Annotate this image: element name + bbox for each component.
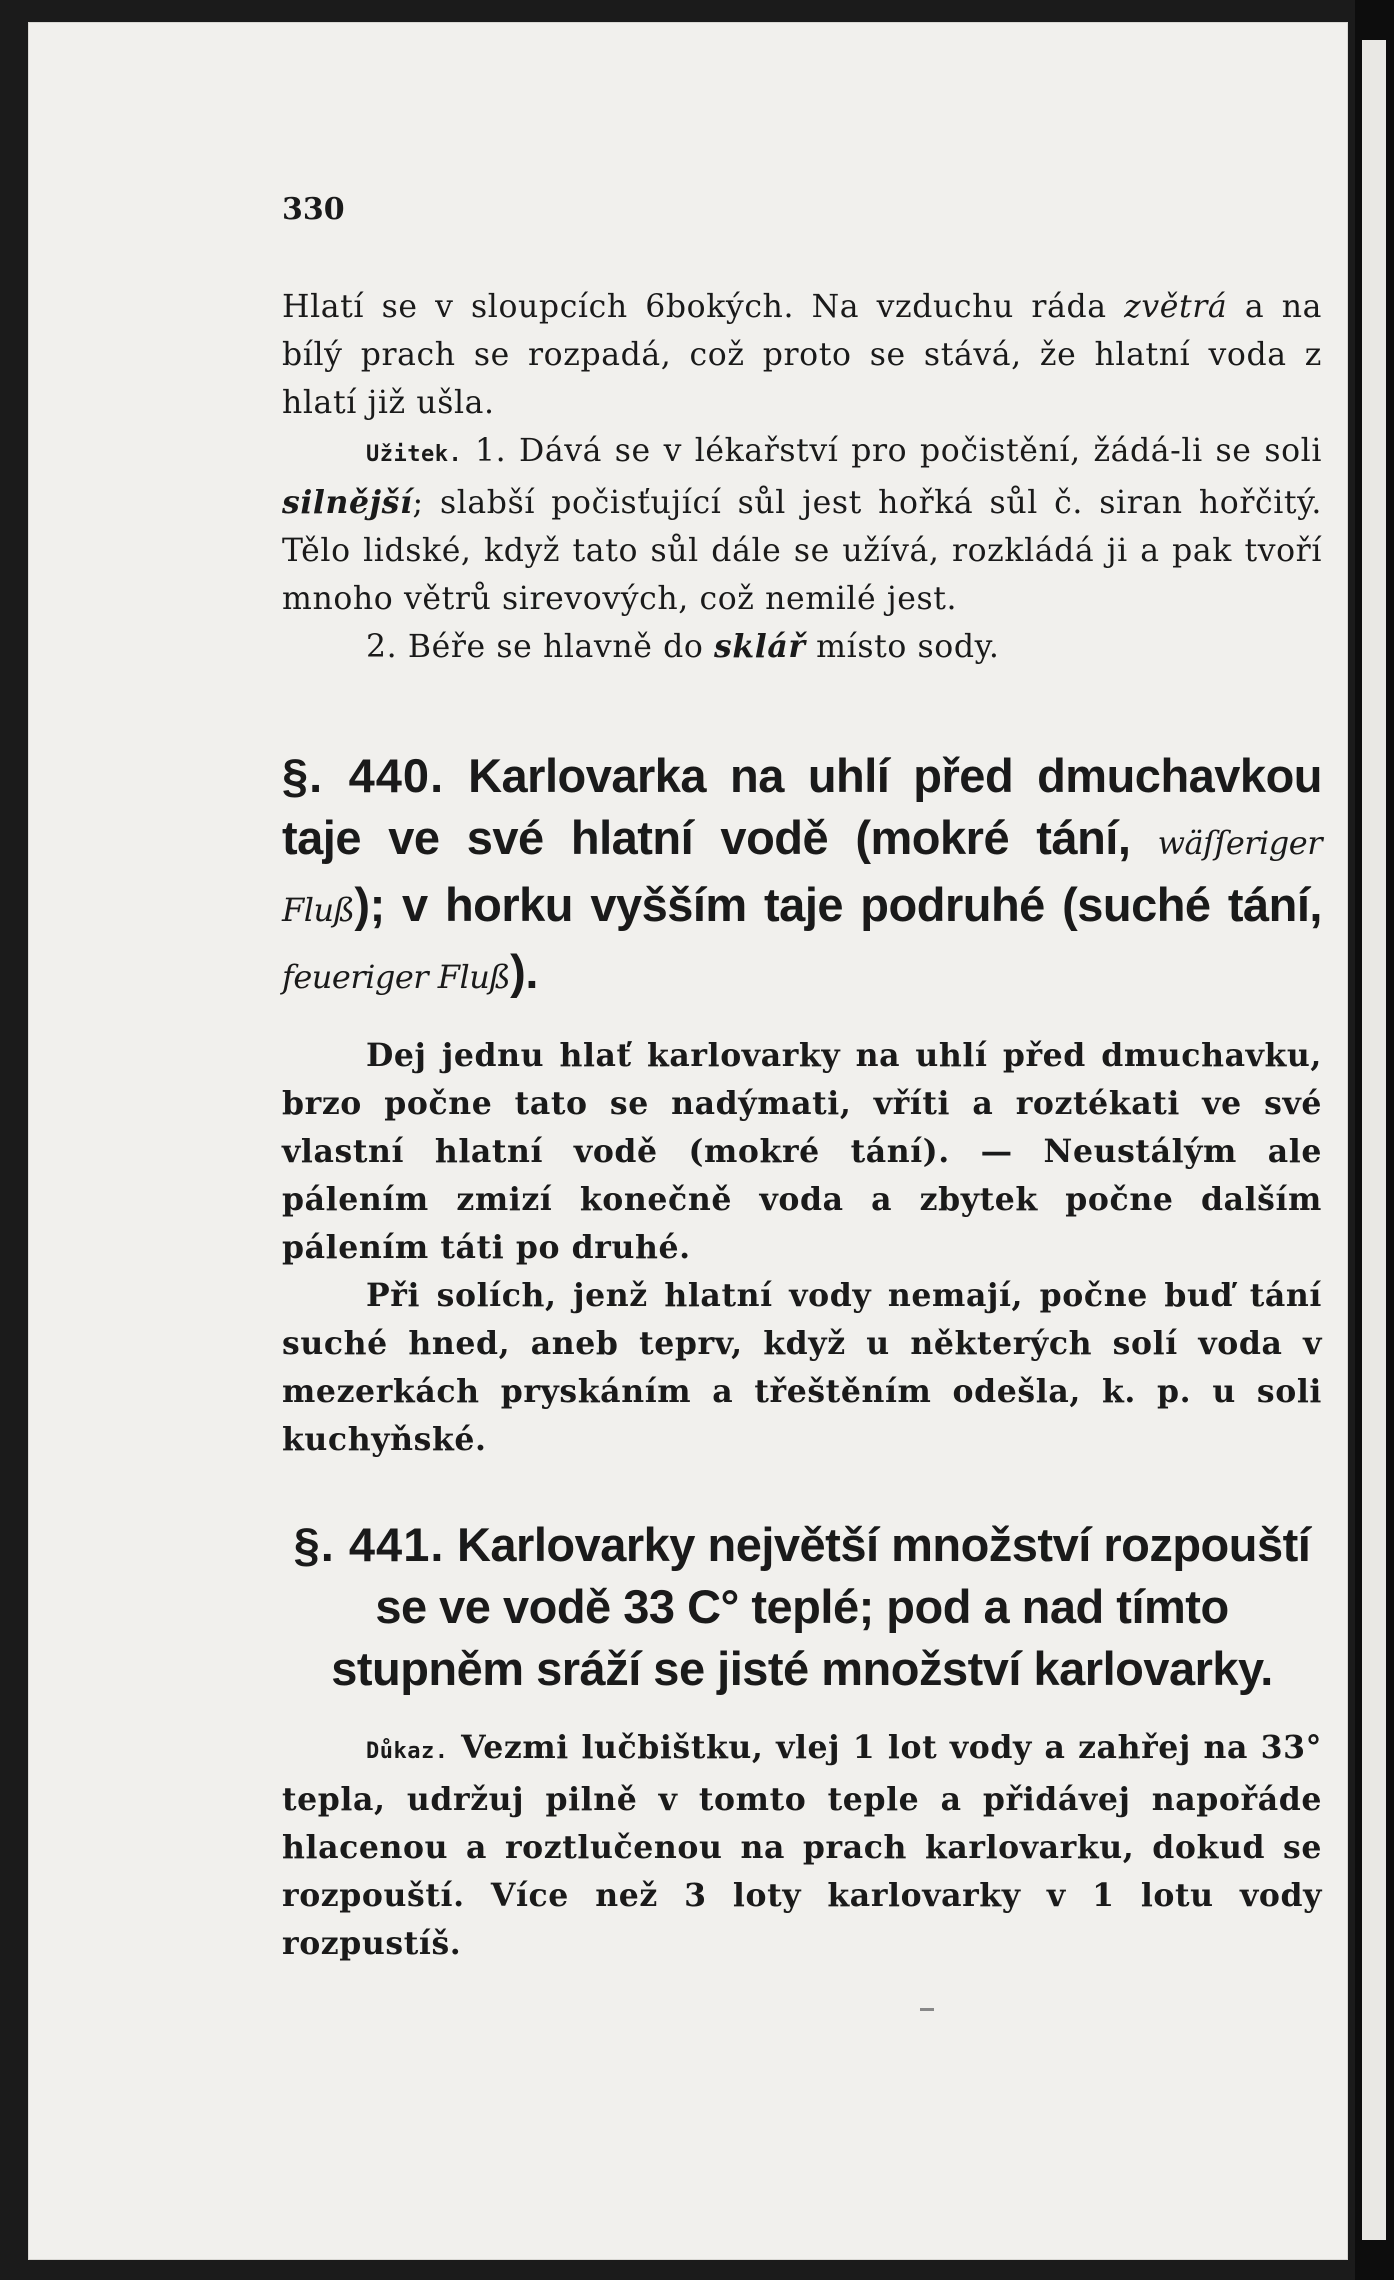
text-run: ; slabší počisťující sůl jest hořká sůl č. siran hořčitý. Tělo lidské, když tato sůl dále se užívá, rozkládá ji a pak tvoří mnoho větrů sirevových, což nemilé jest. [282,485,1322,617]
italic-run: zvětrá [1124,289,1228,325]
paragraph-hlati [282,283,1322,427]
heading-run: Karlovarka na uhlí před dmuchavkou taje ve své hlatní vodě (mokré tání, [282,749,1322,864]
text-run: místo sody. [805,629,1000,665]
text-run: Vezmi lučbištku, vlej 1 lot vody a zahřej na 33° tepla, udržuj pilně v tomto teple a přidávej napořáde hlacenou a roztlučenou na prach karlovarku, dokud se rozpouští. Více než 3 loty karlovarky v 1 lotu vody rozpustíš. [282,1729,1322,1962]
section-number: §. 441. [293,1518,445,1571]
paragraph-dukaz [282,1724,1322,1968]
german-term: feueriger Fluß [282,958,511,996]
section-441-heading [282,1514,1322,1700]
uzitek-label: Užitek. [366,442,463,467]
paragraph-uzitek [282,427,1322,623]
heading-run: ); v horku vyšším taje podruhé (suché tání, [354,878,1322,931]
text-run: 1. Dává se v lékařství pro počistění, žádá-li se soli [462,433,1322,469]
adjacent-page-sliver [1362,40,1386,2240]
page-number: 330 [282,192,345,227]
heading-run: ). [510,945,538,998]
paragraph-440-a: Dej jednu hlať karlovarky na uhlí před dmuchavku, brzo počne tato se nadýmati, vříti a roztékati ve své vlastní hlatní vodě (mokré tání). — Neustálým ale pálením zmizí konečně voda a zbytek počne dalším pálením táti po druhé. [282,1037,1322,1266]
german-term: wäſſeriger Fluß [282,824,1322,929]
text-run: Hlatí se v sloupcích 6bokých. Na vzduchu ráda [282,289,1125,325]
heading-run: Karlovarky největší množství rozpouští se ve vodě 33 C° teplé; pod a nad tímto stupněm sráží se jisté množství karlovarky. [331,1518,1311,1695]
italic-run: sklář [714,628,806,665]
ink-speck [920,2008,934,2011]
dukaz-label: Důkaz. [366,1739,449,1764]
section-440-heading [282,745,1322,1008]
section-number: §. 440. [282,749,445,802]
italic-run: silnější [282,484,413,521]
book-page [28,22,1348,2260]
paragraph-440-b: Při solích, jenž hlatní vody nemají, počne buď tání suché hned, aneb teprv, když u některých solí voda v mezerkách pryskáním a třeštěním odešla, k. p. u soli kuchyňské. [282,1277,1322,1458]
text-run: 2. Béře se hlavně do [366,629,715,665]
text-run: a na bílý prach se rozpadá, což proto se stává, že hlatní voda z hlatí již ušla. [282,289,1322,421]
paragraph-item-2 [282,623,1322,671]
page-text-block [282,192,1322,1968]
